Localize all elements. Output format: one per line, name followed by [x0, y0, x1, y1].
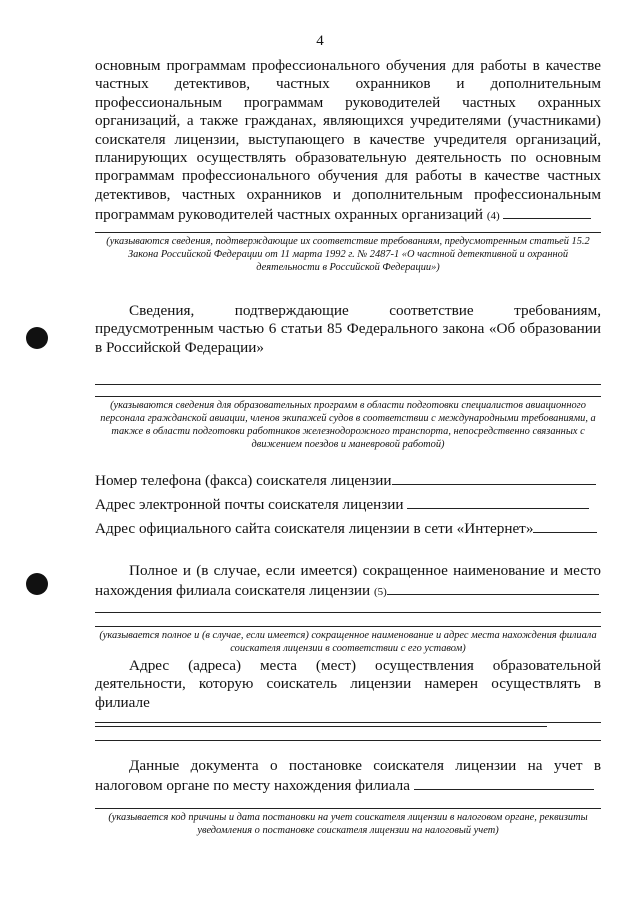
website-label: Адрес официального сайта соискателя лицензии в сети «Интернет» — [95, 520, 534, 537]
section4-text: Адрес (адреса) места (мест) осуществления образовательной деятельности, которую соискатель лицензии намерен осуществлять в филиале — [95, 657, 601, 711]
section5-input-line[interactable] — [414, 775, 594, 790]
section1-text: основным программам профессионального обучения для работы в качестве частных детективов, частных охранников и дополнительным профессиональным программам руководителей частных охранных организаций, а также гражданах, являющихся учредителями (участниками) соискателя лицензии, выступающего в качестве учредителя организаций, планирующих осуществлять образовательную деятельность по основным программам профессионального обучения для работы в качестве частных детективов, частных охранников и дополнительным профессиональным программам руководителей частных охранных организаций — [95, 57, 601, 224]
section4-input-line-2[interactable] — [95, 722, 601, 723]
section3-note: (указывается полное и (в случае, если имеется) сокращенное наименование и адрес места нахождения филиала соискателя лицензии в соответствии с его уставом) — [99, 630, 597, 654]
email-field[interactable] — [407, 494, 589, 509]
section2-input-line[interactable] — [95, 384, 601, 385]
section2-paragraph: Сведения, подтверждающие соответствие требованиям, предусмотренным частью 6 статьи 85 Федерального закона «Об образовании в Российской Федерации» — [95, 302, 601, 356]
section4-input-line-3[interactable] — [95, 740, 601, 741]
section5-paragraph — [95, 757, 601, 796]
section2-note: (указываются сведения для образовательных программ в области подготовки специалистов авиационного персонала гражданской авиации, членов экипажей судов в соответствии с международными требованиями, а также в области подготовки работников железнодорожного транспорта, непосредственно связанных с движением поездов и маневровой работой) — [100, 400, 596, 450]
section3-paragraph — [95, 562, 601, 602]
punch-hole-mark — [26, 573, 48, 595]
section2-input-line-2[interactable] — [95, 396, 601, 397]
email-label: Адрес электронной почты соискателя лицензии — [95, 496, 404, 513]
section3-input-line-2[interactable] — [95, 612, 601, 613]
section4-input-line[interactable] — [95, 712, 547, 727]
website-field[interactable] — [533, 518, 597, 533]
page-number: 4 — [316, 33, 324, 49]
punch-hole-mark — [26, 327, 48, 349]
website-row — [95, 518, 597, 538]
section3-footnote-ref: (5) — [373, 586, 387, 599]
section3-input-line[interactable] — [387, 580, 599, 595]
email-row — [95, 494, 589, 514]
phone-field[interactable] — [392, 470, 596, 485]
section3-input-line-3[interactable] — [95, 626, 601, 627]
section5-text: Данные документа о постановке соискателя лицензии на учет в налоговом органе по месту нахождения филиала — [95, 757, 601, 795]
section1-note: (указываются сведения, подтверждающие их соответствие требованиям, предусмотренным статьей 15.2 Закона Российской Федерации от 11 марта 1992 г. № 2487-1 «О частной детективной и охранной деятельности в Российской Федерации») — [106, 236, 590, 273]
phone-label: Номер телефона (факса) соискателя лицензии — [95, 472, 392, 489]
section1-input-line-2[interactable] — [95, 232, 601, 233]
section5-note: (указывается код причины и дата постановки на учет соискателя лицензии в налоговом органе, реквизиты уведомления о постановке соискателя лицензии на налоговый учет) — [108, 812, 588, 836]
section1-paragraph — [95, 57, 601, 226]
section1-footnote-ref: (4) — [486, 210, 500, 223]
phone-row — [95, 470, 596, 490]
section1-input-line[interactable] — [503, 204, 591, 219]
section3-text: Полное и (в случае, если имеется) сокращенное наименование и место нахождения филиала соискателя лицензии — [95, 562, 601, 600]
section5-input-line-2[interactable] — [95, 808, 601, 809]
